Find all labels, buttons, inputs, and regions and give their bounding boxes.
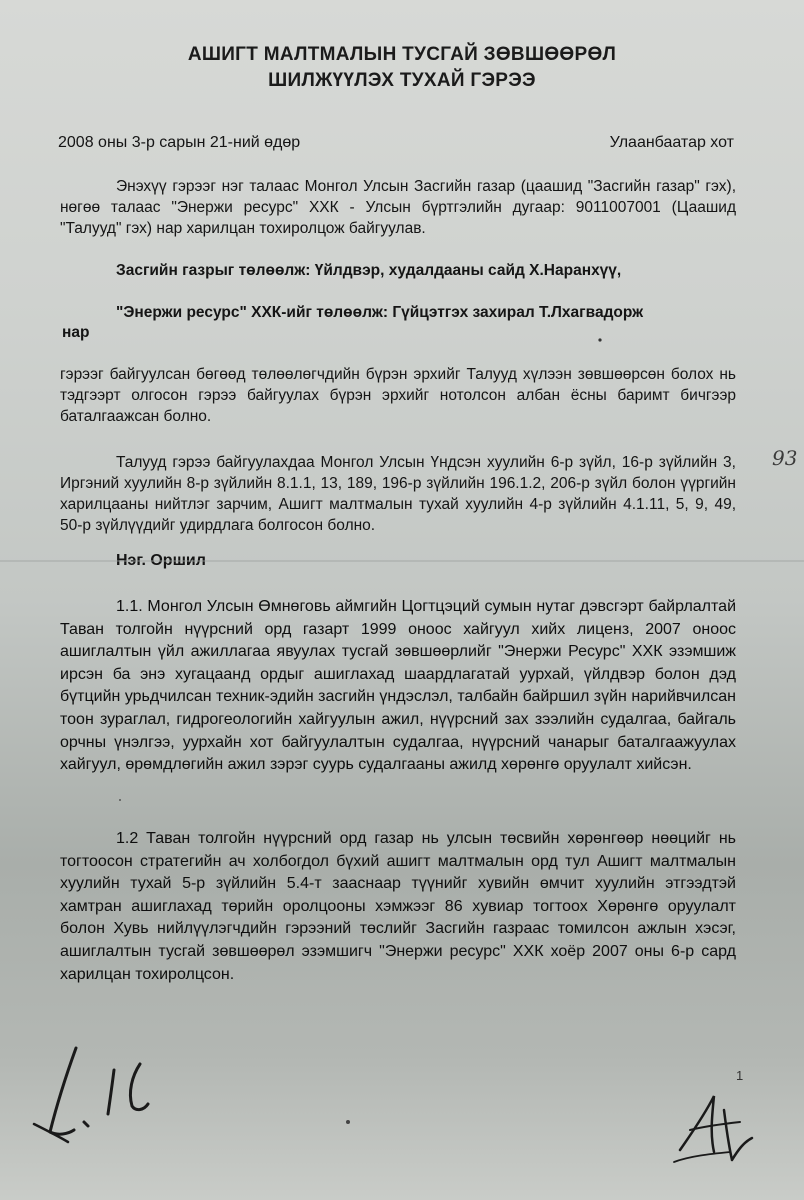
paragraph-authority: гэрээг байгуулсан бөгөөд төлөөлөгчдийн бүрэн эрхийг Талууд хүлээн зөвшөөрсөн болох нь тэдгээрт олгосон гэрээ байгуулах бүрэн эрхийг нотолсон албан ёсны баримт бичгээр баталгаажсан болно.: [60, 366, 736, 425]
clause-1-2: 1.2 Таван толгойн нүүрсний орд газар нь улсын төсвийн хөрөнгөөр нөөцийг нь тогтоосон стратегийн ач холбогдол бүхий ашигт малтмалын орд тул Ашигт малтмалын хуулийн тухай 5-р зүйлийн 5.4-т зааснаар түүнийг хувийн өмчит хуулийн этгээдтэй хамтран ашиглахад төрийн оролцооны хэмжээг 86 хувиар тогтоох Хөрөнгө оруулалт болон Хувь нийлүүлэгчдийн гэрээний төслийг Засгийн газраас томилсон ажлын хэсэг, ашиглалтын тусгай зөвшөөрөл эзэмшигч "Энержи ресурс" ХХК хоёр 2007 оны 6-р сард харилцан тохиролцсон.: [60, 830, 736, 983]
document-title-line1: АШИГТ МАЛТМАЛЫН ТУСГАЙ ЗӨВШӨӨРӨЛ: [187, 44, 617, 65]
company-representative: "Энержи ресурс" ХХК-ийг төлөөлж: Гүйцэтгэх захирал Т.Лхагвадорж: [116, 304, 644, 321]
clause-1-1: 1.1. Монгол Улсын Өмнөговь аймгийн Цогтцэций сумын нутаг дэвсгэрт байрлалтай Таван толгойн нүүрсний орд газарт 1999 оноос хайгуул хийх лиценз, 2007 оноос ашиглалтын үйл ажиллагаа явуулах тусгай зөвшөөрлийг "Энержи Ресурс" ХХК эзэмшиж ирсэн ба энэ хугацаанд ордыг ашиглахад шаардлагатай уурхай, үйлдвэр болон дэд бүтцийн урьдчилсан техник-эдийн засгийн үндэслэл, талбайн байршил зүйн нарийвчилсан тоон зураглал, гидрогеологийн хайгуулын ажил, нүүрсний зах зээлийн судалгаа, байгаль орчны үнэлгээ, уурхайн хот байгуулалтын судалгаа, нүүрсний чанарыг баталгаажуулах хайгуул, өрөмдлөгийн ажил зэрэг суурь судалгааны ажилд хөрөнгө оруулалт хийсэн.: [60, 598, 736, 774]
handwritten-margin-note: 93: [772, 446, 798, 470]
section-heading: Нэг. Оршил: [116, 552, 206, 569]
signature-left: [28, 1040, 168, 1150]
document-date: 2008 оны 3-р сарын 21-ний өдөр: [58, 134, 301, 151]
paragraph-legal-basis: Талууд гэрээ байгуулахдаа Монгол Улсын Үндсэн хуулийн 6-р зүйл, 16-р зүйлийн 3, Иргэний хуулийн 8-р зүйлийн 8.1.1, 13, 189, 196-р зүйлийн 196.1.2, 206-р зүйл болон үүргийн харилцааны нийтлэг зарчим, Ашигт малтмалын тухай хуулийн 4-р зүйлийн 4.1.11, 5, 9, 49, 50-р зүйлүүдийг удирдлага болгосон болно.: [60, 454, 736, 534]
page-number: 1: [736, 1068, 744, 1083]
document-title-line2: ШИЛЖҮҮЛЭХ ТУХАЙ ГЭРЭЭ: [268, 70, 536, 91]
signature-right: [670, 1090, 760, 1170]
company-representative-continuation: нар: [62, 324, 90, 341]
government-representative: Засгийн газрыг төлөөлж: Үйлдвэр, худалдааны сайд Х.Наранхүү,: [116, 262, 622, 279]
paragraph-parties: Энэхүү гэрээг нэг талаас Монгол Улсын Засгийн газар (цаашид "Засгийн газар" гэх), нөгөө талаас "Энержи ресурс" ХХК - Улсын бүртгэлийн дугаар: 9011007001 (Цаашид "Талууд" гэх) нар харилцан тохиролцож байгуулав.: [60, 178, 736, 237]
document-city: Улаанбаатар хот: [609, 134, 734, 151]
